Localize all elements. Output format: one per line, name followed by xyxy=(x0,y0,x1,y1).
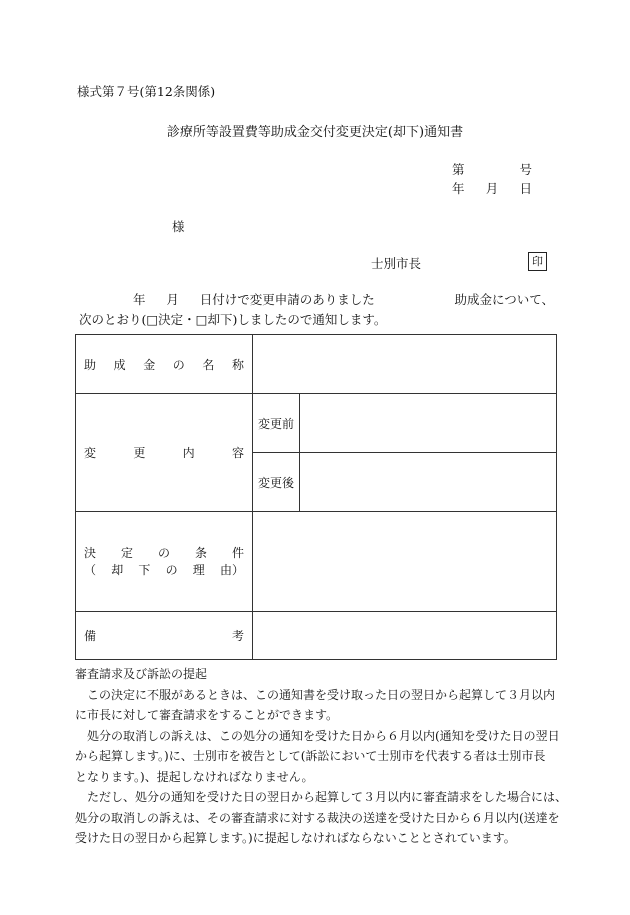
value-conditions[interactable] xyxy=(253,512,557,612)
document-title: 診療所等設置費等助成金交付変更決定(却下)通知書 xyxy=(166,125,464,140)
row-change-before xyxy=(76,394,557,453)
date-year: 年 xyxy=(452,181,465,196)
notes-line: から起算します。)に、士別市を被告として(訴訟において士別市を代表する者は士別市長 xyxy=(75,749,546,763)
intro-year: 年 xyxy=(133,292,146,307)
notes-line: 処分の取消しの訴えは、この処分の通知を受けた日から６月以内(通知を受けた日の翌日 xyxy=(75,728,560,743)
form-number: 様式第７号(第12条関係) xyxy=(77,84,216,99)
notes-line: 受けた日の翌日から起算します。)に提起しなければならないこととされています。 xyxy=(75,831,516,845)
intro-day-text: 日付けで変更申請のありました xyxy=(199,292,375,307)
value-subsidy-name[interactable] xyxy=(253,335,557,394)
value-remarks[interactable] xyxy=(253,612,557,660)
label-before: 変更前 xyxy=(253,394,300,453)
form-table xyxy=(75,334,557,660)
value-after[interactable] xyxy=(300,453,557,512)
number-label-dai: 第 xyxy=(452,162,465,177)
intro-text xyxy=(79,292,554,328)
value-before[interactable] xyxy=(300,394,557,453)
row-conditions xyxy=(76,512,557,612)
intro-line-2: 次のとおり(□決定・□却下)しましたので通知します。 xyxy=(79,312,387,327)
intro-month: 月 xyxy=(166,292,179,307)
date-month: 月 xyxy=(485,181,499,196)
date-day: 日 xyxy=(519,181,532,196)
intro-subsidy-text: 助成金について、 xyxy=(454,292,554,307)
document-number xyxy=(452,162,532,178)
label-after: 変更後 xyxy=(253,453,300,512)
label-conditions: 決 定 の 条 件 （ 却 下 の 理 由） xyxy=(76,512,253,612)
number-label-go: 号 xyxy=(519,162,532,177)
row-subsidy-name xyxy=(76,335,557,394)
issuer-name: 士別市長 xyxy=(371,256,422,271)
row-remarks xyxy=(76,612,557,660)
issue-date xyxy=(452,181,532,197)
label-remarks: 備 考 xyxy=(76,612,253,660)
addressee-suffix: 様 xyxy=(172,219,185,234)
seal-mark: 印 xyxy=(528,252,547,271)
label-change-content: 変 更 内 容 xyxy=(76,394,253,512)
notes-heading: 審査請求及び訴訟の提起 xyxy=(75,667,208,681)
appeal-notes xyxy=(75,664,568,849)
notes-line: 処分の取消しの訴えは、その審査請求に対する裁決の送達を受けた日から６月以内(送達を xyxy=(75,810,560,825)
notes-line: に市長に対して審査請求をすることができます。 xyxy=(75,708,339,722)
notes-line: となります。)、提起しなければなりません。 xyxy=(75,769,314,784)
notes-line: この決定に不服があるときは、この通知書を受け取った日の翌日から起算して３月以内 xyxy=(75,687,556,702)
label-subsidy-name: 助 成 金 の 名 称 xyxy=(76,335,253,394)
notes-line: ただし、処分の通知を受けた日の翌日から起算して３月以内に審査請求をした場合には、 xyxy=(75,790,568,804)
